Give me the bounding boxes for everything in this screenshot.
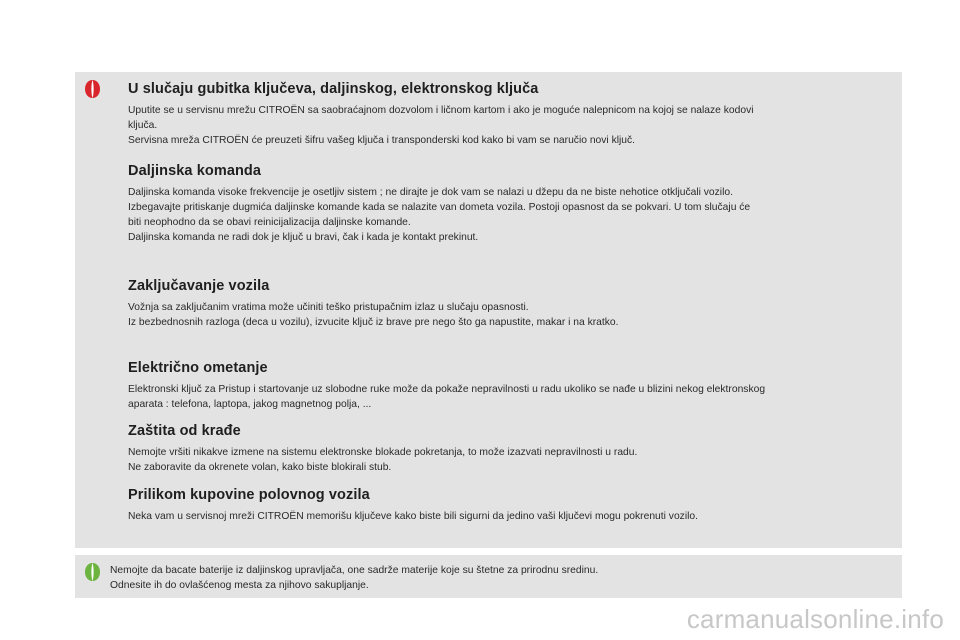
section-heading: Zaštita od krađe (128, 423, 241, 439)
section-heading: Zaključavanje vozila (128, 278, 270, 294)
section-body: Neka vam u servisnoj mreži CITROËN memorišu ključeve kako biste bili sigurni da jedino vaši ključevi mogu pokrenuti vozilo. (128, 511, 698, 522)
section-heading: Daljinska komanda (128, 163, 262, 179)
section-body: Nemojte vršiti nikakve izmene na sistemu elektronske blokade pokretanja, to može izazvati nepravilnosti u radu. Ne zaboravite da okrenete volan, kako biste blokirali stub. (128, 447, 638, 473)
section-body: Daljinska komanda visoke frekvencije je osetljiv sistem ; ne dirajte je dok vam se nalazi u džepu da ne biste nehotice otključali vozilo. Izbegavajte pritiskanje dugmića daljinske komande kada se nalazite van dometa vozila. Postoji opasnost da se pokvari. U tom slučaju će biti neophodno da se obavi reinicijalizacija daljinske komande. Daljinska komanda ne radi dok je ključ u bravi, čak i kada je kontakt prekinut. (128, 187, 751, 243)
section-heading: Prilikom kupovine polovnog vozila (128, 487, 370, 503)
leaf-icon (84, 562, 101, 582)
section-body: Vožnja sa zaključanim vratima može učiniti teško pristupačnim izlaz u slučaju opasnosti. Iz bezbednosnih razloga (deca u vozilu), izvucite ključ iz brave pre nego što ga napustite, makar i na kratko. (128, 302, 619, 328)
section-heading: U slučaju gubitka ključeva, daljinskog, elektronskog ključa (128, 81, 539, 97)
section-electrical-interference (128, 360, 888, 412)
section-locking (128, 278, 888, 330)
warning-icon (84, 79, 101, 99)
section-used-vehicle (128, 487, 888, 524)
section-anti-theft (128, 423, 888, 475)
watermark: carmanualsonline.info (686, 604, 944, 634)
section-heading: Električno ometanje (128, 360, 268, 376)
section-remote-control (128, 163, 888, 245)
eco-note-text: Nemojte da bacate baterije iz daljinskog upravljača, one sadrže materije koje su štetne za prirodnu sredinu. Odnesite ih do ovlašćenog mesta za njihovo sakupljanje. (110, 565, 599, 591)
section-body: Uputite se u servisnu mrežu CITROËN sa saobraćajnom dozvolom i ličnom kartom i ako je moguće nalepnicom na kojoj se nalaze kodovi ključa. Servisna mreža CITROËN će preuzeti šifru vašeg ključa i transponderski kod kako bi vam se naručio novi ključ. (128, 105, 754, 146)
section-lost-keys (128, 81, 888, 148)
section-body: Elektronski ključ za Pristup i startovanje uz slobodne ruke može da pokaže nepravilnosti u radu ukoliko se nađe u blizini nekog elektronskog aparata : telefona, laptopa, jakog magnetnog polja, ... (128, 384, 766, 410)
